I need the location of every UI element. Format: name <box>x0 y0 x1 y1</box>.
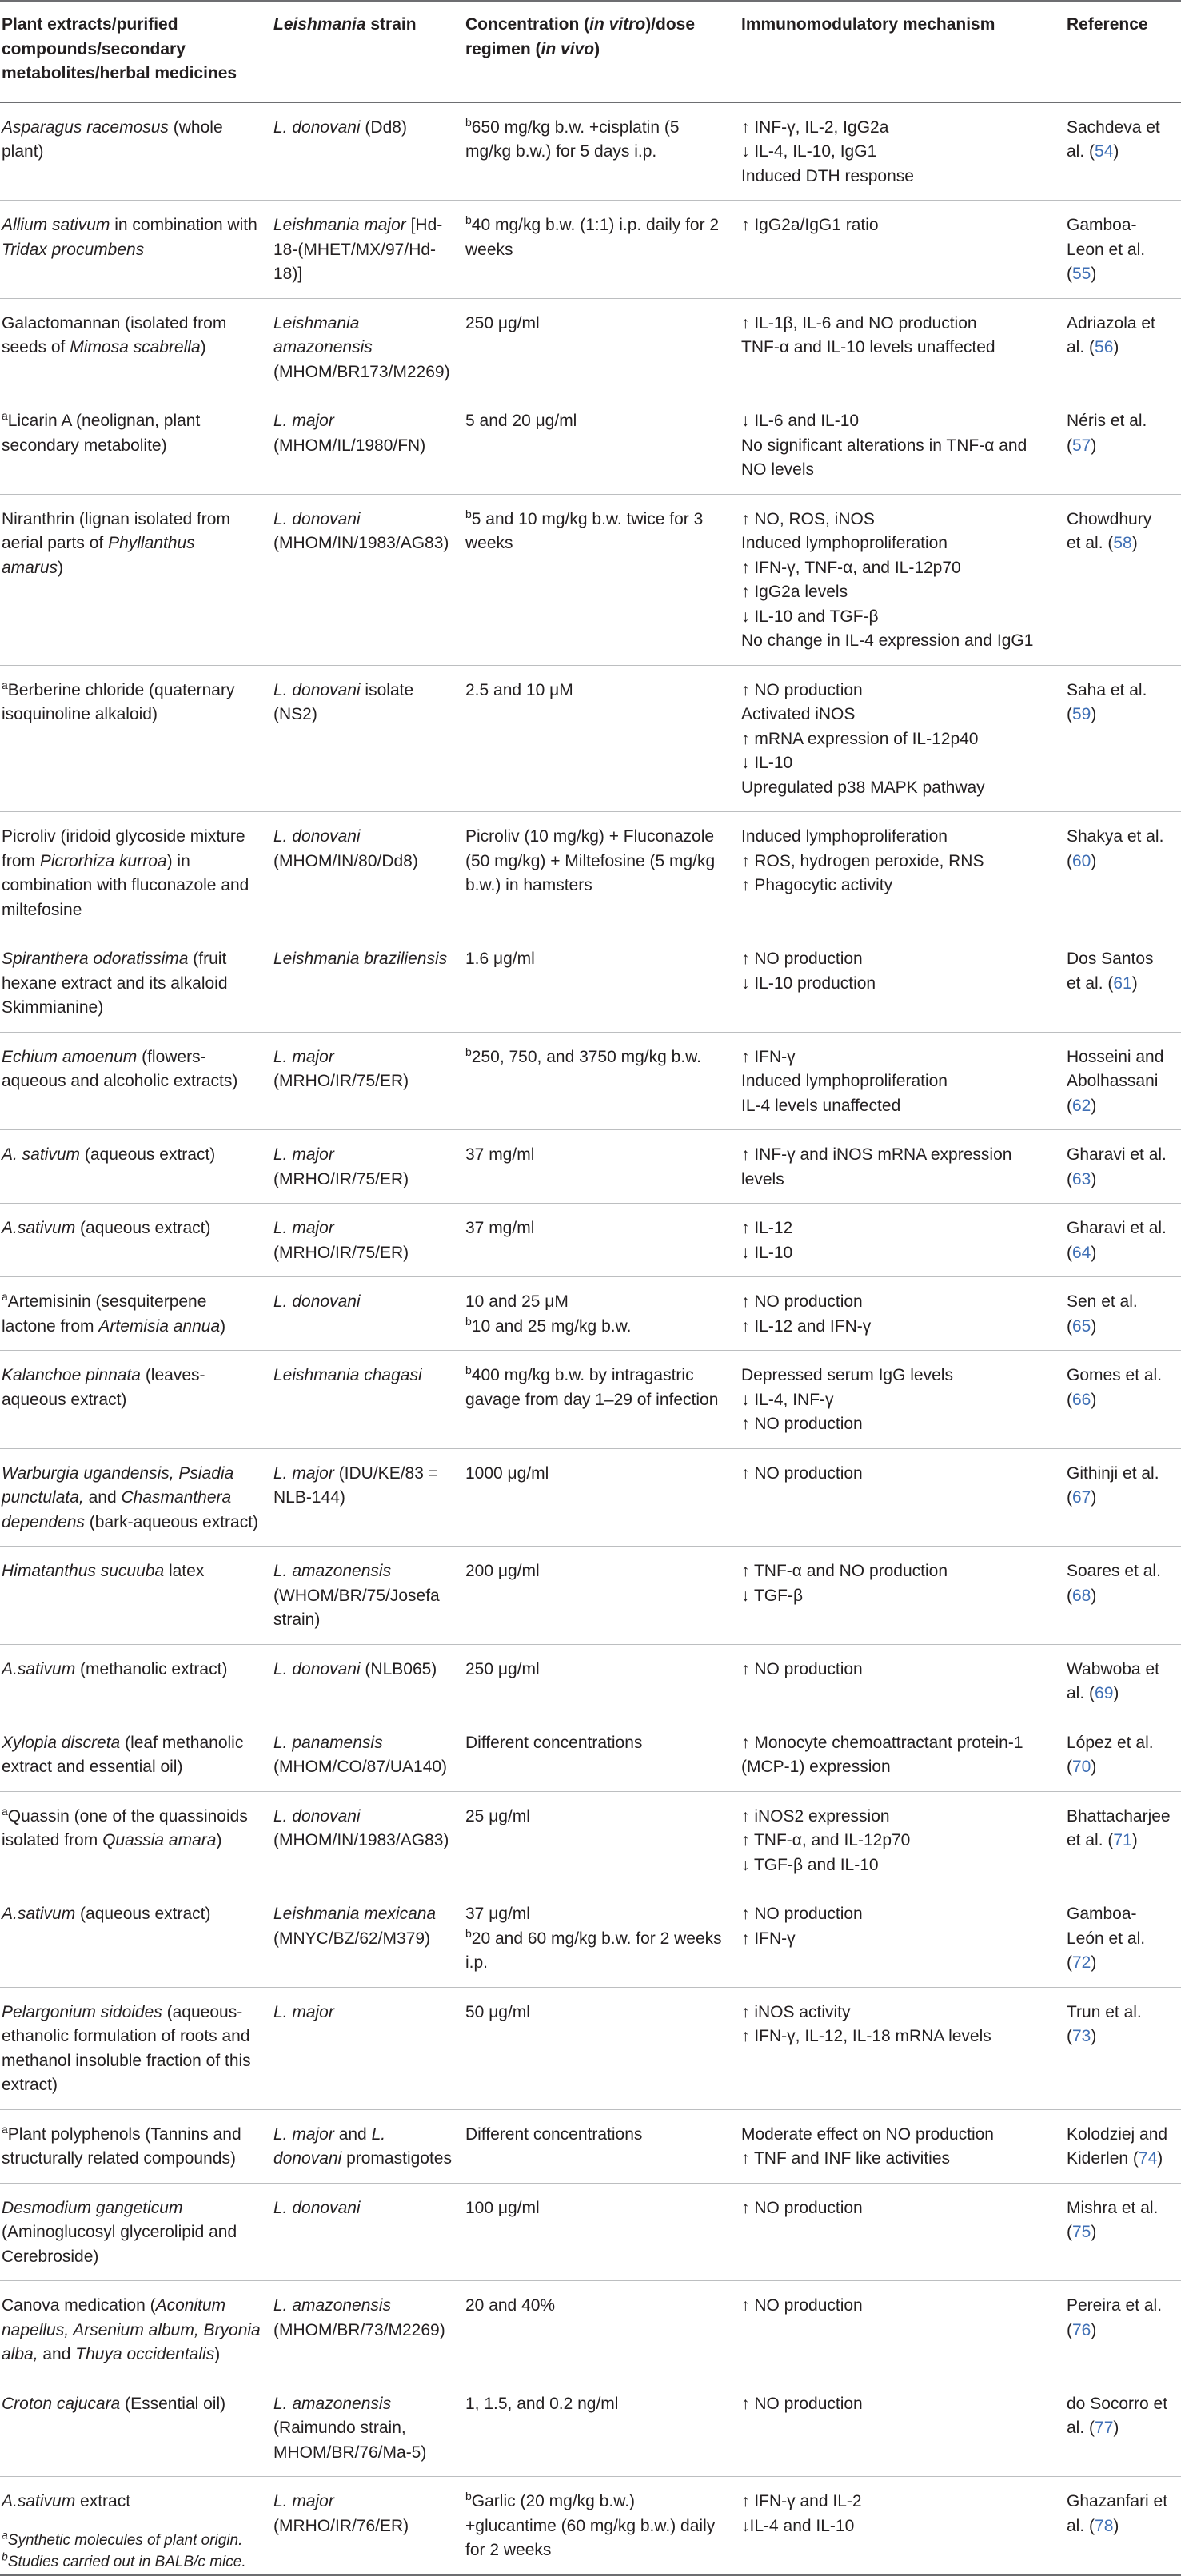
cell-reference: Shakya et al. (60) <box>1065 812 1181 934</box>
table-row <box>0 396 1181 495</box>
cell-mechanism: ↑ IL-1β, IL-6 and NO production TNF-α and IL-10 levels unaffected <box>740 298 1065 396</box>
cell-concentration: Picroliv (10 mg/kg) + Fluconazole (50 mg/kg) + Miltefosine (5 mg/kg b.w.) in hamsters <box>464 812 740 934</box>
cell-strain: Leishmania mexicana (MNYC/BZ/62/M379) <box>272 1889 464 1988</box>
cell-concentration: 100 μg/ml <box>464 2183 740 2281</box>
cell-strain: L. major (MRHO/IR/75/ER) <box>272 1130 464 1204</box>
cell-strain: L. amazonensis (Raimundo strain, MHOM/BR/76/Ma-5) <box>272 2379 464 2477</box>
cell-reference: Dos Santos et al. (61) <box>1065 934 1181 1033</box>
cell-strain: L. donovani <box>272 1277 464 1351</box>
cell-reference: Mishra et al. (75) <box>1065 2183 1181 2281</box>
cell-reference: Ghazanfari et al. (78) <box>1065 2477 1181 2575</box>
table-row <box>0 1547 1181 1645</box>
table-row <box>0 102 1181 201</box>
cell-mechanism: ↑ NO production Activated iNOS ↑ mRNA expression of IL-12p40 ↓ IL-10 Upregulated p38 MAPK pathway <box>740 665 1065 812</box>
cell-reference: Hosseini and Abolhassani (62) <box>1065 1032 1181 1130</box>
cell-reference: Néris et al. (57) <box>1065 396 1181 495</box>
header-concentration: Concentration (in vitro)/dose regimen (in vivo) <box>464 1 740 102</box>
cell-mechanism: Depressed serum IgG levels ↓ IL-4, INF-γ ↑ NO production <box>740 1351 1065 1449</box>
cell-strain: L. donovani (MHOM/IN/1983/AG83) <box>272 494 464 665</box>
cell-reference: Pereira et al. (76) <box>1065 2281 1181 2379</box>
cell-mechanism: ↑ NO production ↑ IL-12 and IFN-γ <box>740 1277 1065 1351</box>
cell-mechanism: ↑ NO production <box>740 2281 1065 2379</box>
cell-mechanism: ↑ NO production ↑ IFN-γ <box>740 1889 1065 1988</box>
cell-mechanism: ↑ TNF-α and NO production ↓ TGF-β <box>740 1547 1065 1645</box>
table-row <box>0 494 1181 665</box>
cell-concentration: Different concentrations <box>464 1718 740 1791</box>
cell-concentration: 37 μg/ml $^b$20 and 60 mg/kg b.w. for 2 weeks i.p. <box>464 1889 740 1988</box>
cell-mechanism: ↑ NO production ↓ IL-10 production <box>740 934 1065 1033</box>
cell-strain: Leishmania chagasi <box>272 1351 464 1449</box>
cell-strain: Leishmania major [Hd-18-(MHET/MX/97/Hd-18)] <box>272 201 464 299</box>
cell-strain: L. major <box>272 1987 464 2109</box>
cell-concentration: 10 and 25 μM $^b$10 and 25 mg/kg b.w. <box>464 1277 740 1351</box>
cell-plant: Croton cajucara (Essential oil) <box>0 2379 272 2477</box>
cell-mechanism: ↑ IFN-γ and IL-2 ↓IL-4 and IL-10 <box>740 2477 1065 2575</box>
table-row <box>0 1987 1181 2109</box>
cell-concentration: 5 and 20 μg/ml <box>464 396 740 495</box>
table-row <box>0 1204 1181 1277</box>
table-row <box>0 1718 1181 1791</box>
header-mechanism: Immunomodulatory mechanism <box>740 1 1065 102</box>
cell-plant: Allium sativum in combination with Tridax procumbens <box>0 201 272 299</box>
cell-reference: Sachdeva et al. (54) <box>1065 102 1181 201</box>
table-row <box>0 201 1181 299</box>
cell-concentration: 2.5 and 10 μM <box>464 665 740 812</box>
table-row <box>0 1448 1181 1547</box>
footnotes <box>2 2530 246 2573</box>
cell-mechanism: ↑ iNOS2 expression ↑ TNF-α, and IL-12p70 ↓ TGF-β and IL-10 <box>740 1791 1065 1889</box>
cell-strain: L. donovani (Dd8) <box>272 102 464 201</box>
cell-concentration: $^b$650 mg/kg b.w. +cisplatin (5 mg/kg b.w.) for 5 days i.p. <box>464 102 740 201</box>
cell-concentration: 1, 1.5, and 0.2 ng/ml <box>464 2379 740 2477</box>
cell-mechanism: ↓ IL-6 and IL-10 No significant alterations in TNF-α and NO levels <box>740 396 1065 495</box>
cell-reference: Wabwoba et al. (69) <box>1065 1644 1181 1718</box>
cell-concentration: 37 mg/ml <box>464 1204 740 1277</box>
cell-strain: L. donovani (MHOM/IN/1983/AG83) <box>272 1791 464 1889</box>
cell-plant: A.sativum (aqueous extract) <box>0 1889 272 1988</box>
cell-reference: Gamboa-León et al. (72) <box>1065 1889 1181 1988</box>
cell-concentration: 50 μg/ml <box>464 1987 740 2109</box>
cell-plant: Kalanchoe pinnata (leaves-aqueous extract) <box>0 1351 272 1449</box>
cell-mechanism: ↑ INF-γ and iNOS mRNA expression levels <box>740 1130 1065 1204</box>
cell-strain: L. donovani (NLB065) <box>272 1644 464 1718</box>
cell-mechanism: Induced lymphoproliferation ↑ ROS, hydrogen peroxide, RNS ↑ Phagocytic activity <box>740 812 1065 934</box>
table-row <box>0 2183 1181 2281</box>
cell-strain: L. amazonensis (WHOM/BR/75/Josefa strain) <box>272 1547 464 1645</box>
cell-plant: A. sativum (aqueous extract) <box>0 1130 272 1204</box>
cell-reference: Sen et al. (65) <box>1065 1277 1181 1351</box>
cell-plant: Echium amoenum (flowers-aqueous and alcoholic extracts) <box>0 1032 272 1130</box>
table-row <box>0 2281 1181 2379</box>
cell-concentration: 1000 μg/ml <box>464 1448 740 1547</box>
table-row <box>0 1791 1181 1889</box>
cell-concentration: $^b$40 mg/kg b.w. (1:1) i.p. daily for 2 weeks <box>464 201 740 299</box>
table-row <box>0 2379 1181 2477</box>
cell-strain: Leishmania amazonensis (MHOM/BR173/M2269) <box>272 298 464 396</box>
cell-strain: L. major (MHOM/IL/1980/FN) <box>272 396 464 495</box>
cell-plant: Canova medication (Aconitum napellus, Arsenium album, Bryonia alba, and Thuya occidentalis) <box>0 2281 272 2379</box>
cell-plant: $^a$Plant polyphenols (Tannins and structurally related compounds) <box>0 2109 272 2183</box>
cell-reference: Adriazola et al. (56) <box>1065 298 1181 396</box>
cell-plant: Niranthrin (lignan isolated from aerial parts of Phyllanthus amarus) <box>0 494 272 665</box>
cell-plant: Pelargonium sidoides (aqueous-ethanolic formulation of roots and methanol insoluble fraction of this extract) <box>0 1987 272 2109</box>
cell-reference: do Socorro et al. (77) <box>1065 2379 1181 2477</box>
cell-mechanism: ↑ iNOS activity ↑ IFN-γ, IL-12, IL-18 mRNA levels <box>740 1987 1065 2109</box>
cell-plant: $^a$Artemisinin (sesquiterpene lactone from Artemisia annua) <box>0 1277 272 1351</box>
cell-reference: López et al. (70) <box>1065 1718 1181 1791</box>
cell-plant: $^a$Licarin A (neolignan, plant secondary metabolite) <box>0 396 272 495</box>
cell-mechanism: ↑ NO production <box>740 1644 1065 1718</box>
cell-reference: Gharavi et al. (63) <box>1065 1130 1181 1204</box>
cell-mechanism: ↑ NO, ROS, iNOS Induced lymphoproliferation ↑ IFN-γ, TNF-α, and IL-12p70 ↑ IgG2a levels ↓ IL-10 and TGF-β No change in IL-4 expression and IgG1 <box>740 494 1065 665</box>
table-row <box>0 1130 1181 1204</box>
table-row <box>0 1277 1181 1351</box>
table-header <box>0 1 1181 102</box>
cell-strain: L. donovani <box>272 2183 464 2281</box>
cell-plant: Galactomannan (isolated from seeds of Mimosa scabrella) <box>0 298 272 396</box>
cell-concentration: $^b$5 and 10 mg/kg b.w. twice for 3 weeks <box>464 494 740 665</box>
cell-plant: Warburgia ugandensis, Psiadia punctulata, and Chasmanthera dependens (bark-aqueous extract) <box>0 1448 272 1547</box>
header-strain: Leishmania strain <box>272 1 464 102</box>
table-row <box>0 1032 1181 1130</box>
cell-plant: Picroliv (iridoid glycoside mixture from Picrorhiza kurroa) in combination with fluconazole and miltefosine <box>0 812 272 934</box>
cell-plant: Desmodium gangeticum (Aminoglucosyl glycerolipid and Cerebroside) <box>0 2183 272 2281</box>
cell-concentration: 1.6 μg/ml <box>464 934 740 1033</box>
cell-concentration: 200 μg/ml <box>464 1547 740 1645</box>
cell-concentration: 250 μg/ml <box>464 298 740 396</box>
cell-reference: Gomes et al. (66) <box>1065 1351 1181 1449</box>
cell-plant: A.sativum (methanolic extract) <box>0 1644 272 1718</box>
cell-strain: L. donovani isolate (NS2) <box>272 665 464 812</box>
cell-reference: Gharavi et al. (64) <box>1065 1204 1181 1277</box>
cell-concentration: 37 mg/ml <box>464 1130 740 1204</box>
cell-strain: L. donovani (MHOM/IN/80/Dd8) <box>272 812 464 934</box>
cell-reference: Soares et al. (68) <box>1065 1547 1181 1645</box>
cell-strain: L. major (IDU/KE/83 = NLB-144) <box>272 1448 464 1547</box>
cell-plant: A.sativum (aqueous extract) <box>0 1204 272 1277</box>
cell-concentration: $^b$250, 750, and 3750 mg/kg b.w. <box>464 1032 740 1130</box>
cell-mechanism: ↑ IgG2a/IgG1 ratio <box>740 201 1065 299</box>
cell-concentration: 20 and 40% <box>464 2281 740 2379</box>
cell-plant: A.sativum extract <box>0 2477 272 2575</box>
cell-reference: Chowdhury et al. (58) <box>1065 494 1181 665</box>
cell-mechanism: ↑ NO production <box>740 1448 1065 1547</box>
table-body <box>0 102 1181 2575</box>
cell-strain: L. major (MRHO/IR/75/ER) <box>272 1032 464 1130</box>
table-row <box>0 1889 1181 1988</box>
cell-concentration: 250 μg/ml <box>464 1644 740 1718</box>
cell-mechanism: ↑ Monocyte chemoattractant protein-1 (MCP-1) expression <box>740 1718 1065 1791</box>
cell-strain: L. major and L. donovani promastigotes <box>272 2109 464 2183</box>
cell-plant: Asparagus racemosus (whole plant) <box>0 102 272 201</box>
footnote: $^a$Synthetic molecules of plant origin. <box>2 2528 243 2549</box>
table-row <box>0 934 1181 1033</box>
cell-mechanism: ↑ IL-12 ↓ IL-10 <box>740 1204 1065 1277</box>
cell-concentration: 25 μg/ml <box>464 1791 740 1889</box>
cell-mechanism: ↑ NO production <box>740 2183 1065 2281</box>
header-reference: Reference <box>1065 1 1181 102</box>
cell-mechanism: ↑ NO production <box>740 2379 1065 2477</box>
table-row <box>0 812 1181 934</box>
cell-mechanism: ↑ IFN-γ Induced lymphoproliferation IL-4 levels unaffected <box>740 1032 1065 1130</box>
cell-concentration: $^b$Garlic (20 mg/kg b.w.) +glucantime (60 mg/kg b.w.) daily for 2 weeks <box>464 2477 740 2575</box>
cell-strain: L. amazonensis (MHOM/BR/73/M2269) <box>272 2281 464 2379</box>
cell-concentration: $^b$400 mg/kg b.w. by intragastric gavage from day 1–29 of infection <box>464 1351 740 1449</box>
cell-plant: Xylopia discreta (leaf methanolic extract and essential oil) <box>0 1718 272 1791</box>
cell-reference: Gamboa-Leon et al. (55) <box>1065 201 1181 299</box>
cell-reference: Githinji et al. (67) <box>1065 1448 1181 1547</box>
table-row <box>0 665 1181 812</box>
cell-reference: Bhattacharjee et al. (71) <box>1065 1791 1181 1889</box>
cell-reference: Trun et al. (73) <box>1065 1987 1181 2109</box>
cell-plant: $^a$Berberine chloride (quaternary isoquinoline alkaloid) <box>0 665 272 812</box>
cell-mechanism: ↑ INF-γ, IL-2, IgG2a ↓ IL-4, IL-10, IgG1 Induced DTH response <box>740 102 1065 201</box>
cell-strain: L. panamensis (MHOM/CO/87/UA140) <box>272 1718 464 1791</box>
cell-concentration: Different concentrations <box>464 2109 740 2183</box>
cell-strain: Leishmania braziliensis <box>272 934 464 1033</box>
cell-strain: L. major (MRHO/IR/75/ER) <box>272 1204 464 1277</box>
header-row <box>0 1 1181 102</box>
cell-reference: Kolodziej and Kiderlen (74) <box>1065 2109 1181 2183</box>
table-row <box>0 2109 1181 2183</box>
header-plant: Plant extracts/purified compounds/secondary metabolites/herbal medicines <box>0 1 272 102</box>
table-row <box>0 1351 1181 1449</box>
cell-plant: $^a$Quassin (one of the quassinoids isolated from Quassia amara) <box>0 1791 272 1889</box>
cell-mechanism: Moderate effect on NO production ↑ TNF and INF like activities <box>740 2109 1065 2183</box>
cell-strain: L. major (MRHO/IR/76/ER) <box>272 2477 464 2575</box>
table-row <box>0 1644 1181 1718</box>
table-row <box>0 298 1181 396</box>
cell-reference: Saha et al. (59) <box>1065 665 1181 812</box>
footnote: $^b$Studies carried out in BALB/c mice. <box>2 2550 246 2570</box>
cell-plant: Himatanthus sucuuba latex <box>0 1547 272 1645</box>
cell-plant: Spiranthera odoratissima (fruit hexane extract and its alkaloid Skimmianine) <box>0 934 272 1033</box>
